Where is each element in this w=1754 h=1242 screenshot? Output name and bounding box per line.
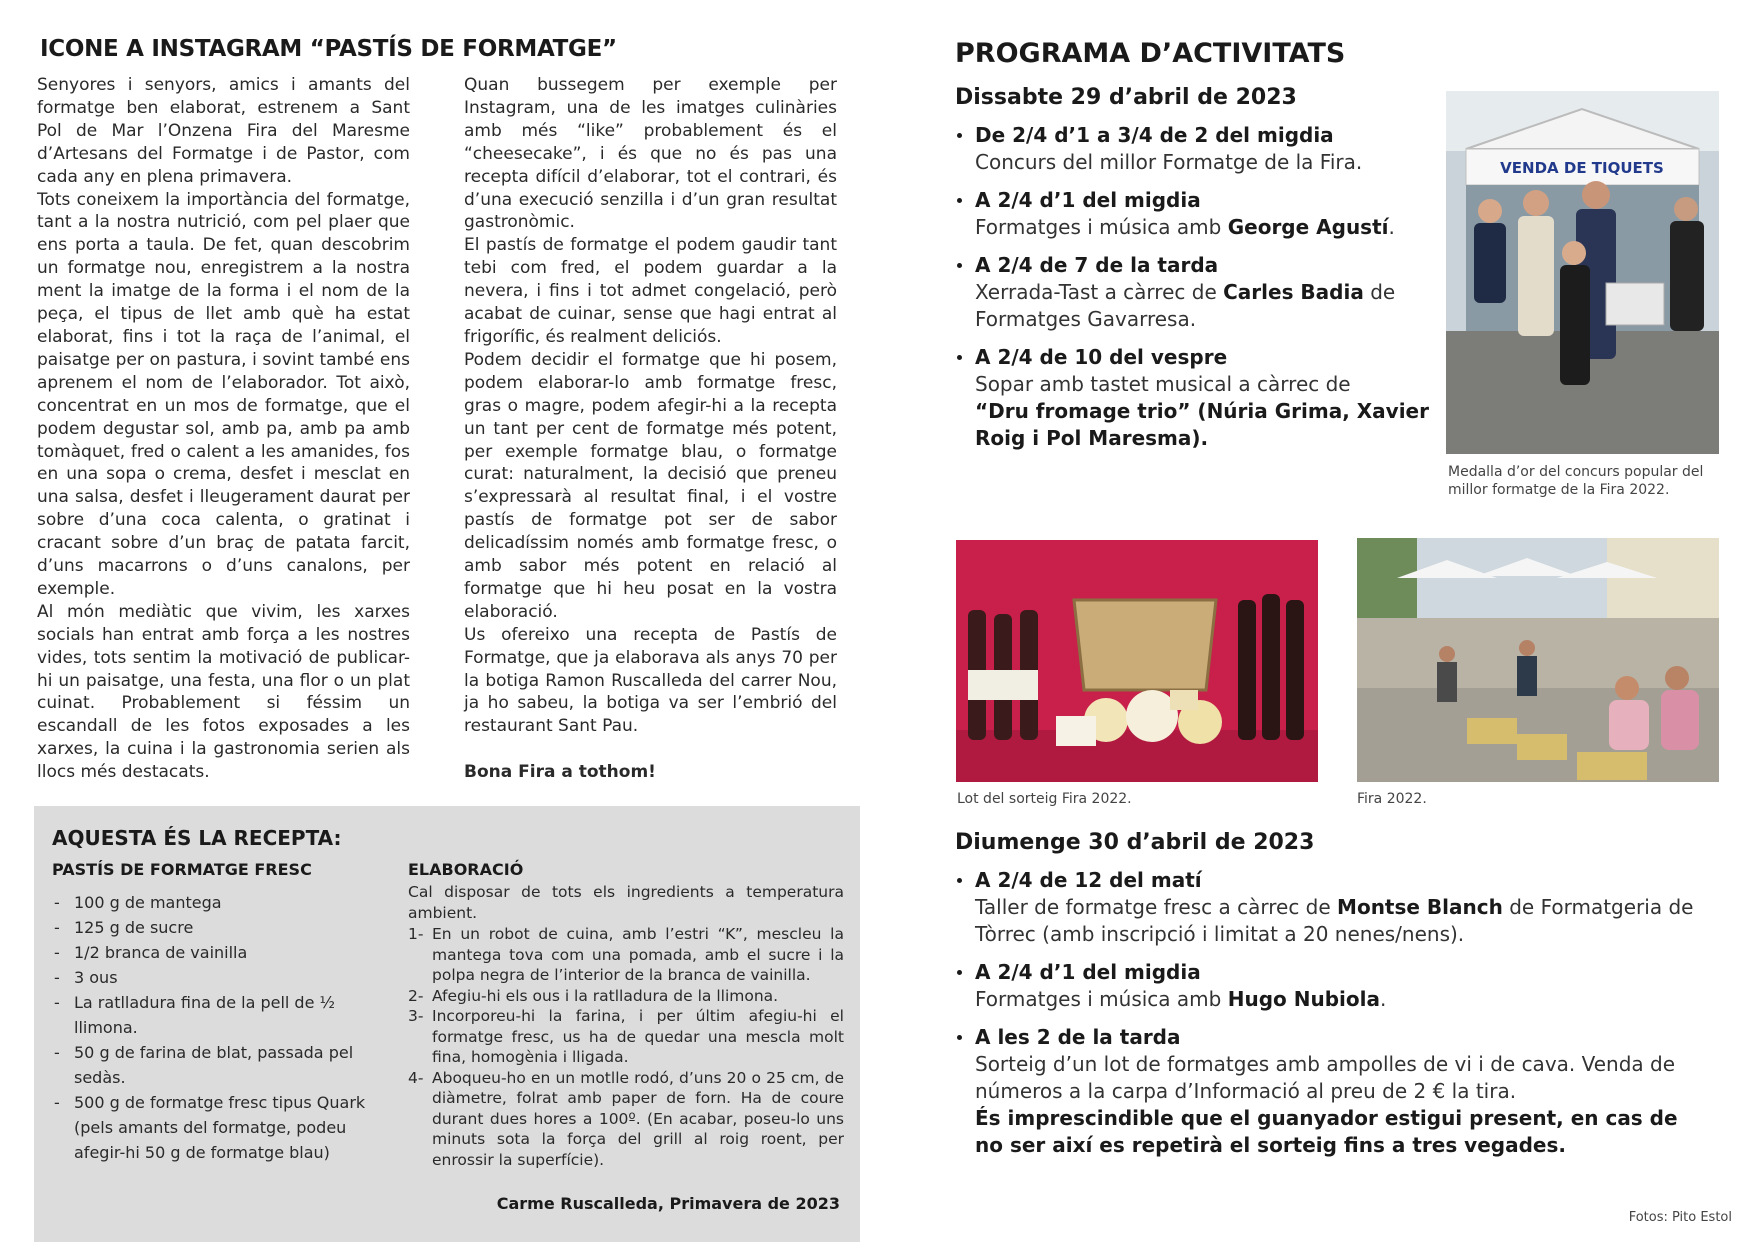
article-paragraph: El pastís de formatge el podem gaudir tant tebi com fred, el podem guardar a la nevera, i fins i tot admet congelació, però acabat de cuinar, sense que hagi entrat al frigorífic, és realment deliciós. <box>464 235 837 347</box>
event-description: Xerrada-Tast a càrrec de Carles Badia de Formatges Gavarresa. <box>975 280 1396 331</box>
award-photo-illustration <box>1446 91 1719 454</box>
ingredient-item: - 125 g de sucre <box>52 915 382 940</box>
ingredients-list <box>52 890 382 1165</box>
day2-events <box>955 867 1695 1170</box>
fair-illustration <box>1357 538 1719 782</box>
performer-name: Hugo Nubiola <box>1227 987 1380 1011</box>
event-description: Formatges i música amb Hugo Nubiola. <box>975 987 1387 1011</box>
ingredient-item: - La ratlladura fina de la pell de ½ llimona. <box>52 990 382 1040</box>
article-title: ICONE A INSTAGRAM “PASTÍS DE FORMATGE” <box>40 36 617 62</box>
recipe-author: Carme Ruscalleda, Primavera de 2023 <box>496 1194 840 1213</box>
elaboration-steps <box>408 924 844 1170</box>
event-item <box>955 187 1435 241</box>
program-title: PROGRAMA D’ACTIVITATS <box>955 38 1346 69</box>
article-paragraph: Al món mediàtic que vivim, les xarxes socials han entrat amb força a les nostres vides, tots sentim la motivació de publicar-hi un paisatge, una festa, una flor o un plat cuinat. Probablement si féssim un escandall de les fotos exposades a les xarxes, la cuina i la gastronomia serien als llocs més destacats. <box>37 601 410 783</box>
recipe-box <box>34 806 860 1242</box>
event-time: A les 2 de la tarda <box>975 1025 1181 1049</box>
ingredient-item: - 1/2 branca de vainilla <box>52 940 382 965</box>
event-time: De 2/4 d’1 a 3/4 de 2 del migdia <box>975 123 1334 147</box>
performer-name: George Agustí <box>1227 215 1389 239</box>
ingredient-item: - 500 g de formatge fresc tipus Quark (pels amants del formatge, podeu afegir-hi 50 g de formatge blau) <box>52 1090 382 1165</box>
article-paragraph: Us ofereixo una recepta de Pastís de Formatge, que ja elaborava als anys 70 per la botiga Ramon Ruscalleda del carrer Nou, ja ho sabeu, la botiga va ser l’embrió del restaurant Sant Pau. <box>464 624 837 737</box>
event-description: Taller de formatge fresc a càrrec de Montse Blanch de Formatgeria de Tòrrec (amb inscripció i limitat a 20 nenes/nens). <box>975 895 1694 946</box>
recipe-subtitle: PASTÍS DE FORMATGE FRESC <box>52 860 312 879</box>
step-text: En un robot de cuina, amb l’estri “K”, mescleu la mantega tova com una pomada, amb el sucre i la polpa negra de l’interior de la branca de vainilla. <box>432 925 844 984</box>
event-description: Formatges i música amb George Agustí. <box>975 215 1395 239</box>
step-text: Incorporeu-hi la farina, i per últim afegiu-hi el formatge fresc, us ha de quedar una mescla molt fina, homogènia i lligada. <box>432 1007 844 1066</box>
performer-name: Carles Badia <box>1223 280 1364 304</box>
fair-photo-caption: Fira 2022. <box>1357 791 1427 807</box>
step-number: 2- <box>408 986 424 1005</box>
step-text: Afegiu-hi els ous i la ratlladura de la llimona. <box>432 986 779 1005</box>
recipe-title: AQUESTA ÉS LA RECEPTA: <box>52 826 342 850</box>
article-paragraph: Senyores i senyors, amics i amants del formatge ben elaborat, estrenem a Sant Pol de Mar l’Onzena Fira del Maresme d’Artesans del Formatge i de Pastor, com cada any en plena primavera. <box>37 75 410 187</box>
event-description: Concurs del millor Formatge de la Fira. <box>975 150 1363 174</box>
step-item <box>408 1068 844 1171</box>
day1-events <box>955 122 1435 463</box>
event-description: Sorteig d’un lot de formatges amb ampolles de vi i de cava. Venda de números a la carpa d’Informació al preu de 2 € la tira. <box>975 1052 1676 1103</box>
event-item <box>955 959 1695 1013</box>
event-time: A 2/4 de 7 de la tarda <box>975 253 1219 277</box>
event-item <box>955 344 1435 452</box>
article-column-2 <box>464 74 837 784</box>
performer-name: “Dru fromage trio” (Núria Grima, Xavier Roig i Pol Maresma). <box>975 399 1429 450</box>
step-text: Aboqueu-ho en un motlle rodó, d’uns 20 o 25 cm, de diàmetre, folrat amb paper de forn. Ha de coure durant dues hores a 100º. (En acabar, poseu-lo uns minuts sota la força del grill al roig roent, per enrossir la superfície). <box>432 1068 844 1169</box>
ingredient-item: - 100 g de mantega <box>52 890 382 915</box>
tent-sign-text: VENDA DE TIQUETS <box>1500 159 1664 177</box>
raffle-lot-photo <box>956 540 1318 782</box>
article-paragraph: Podem decidir el formatge que hi posem, podem elaborar-lo amb formatge fresc, gras o magre, podem afegir-hi a la recepta un tant per cent de formatge més potent, per exemple formatge blau, o formatge curat: naturalment, la decisió que preneu s’expressarà al resultat final, i el vostre pastís de formatge pot ser de sabor delicadíssim només amb formatge fresc, o amb sabor més potent en relació al formatge que hi heu posat en la vostra elaboració. <box>464 349 837 622</box>
event-description: Sopar amb tastet musical a càrrec de <box>975 372 1351 396</box>
article-paragraph: Tots coneixem la importància del formatge, tant a la nostra nutrició, com pel plaer que ens porta a taula. De fet, quan descobrim un formatge nou, enregistrem a la nostra ment la imatge de la forma i el nom de la peça, el tipus de llet amb què ha estat elaborat, fins i tot la raça de l’animal, el paisatge per on pastura, i sovint també ens aprenem el nom de l’elaborador. Tot això, concentrat en un mos de formatge, que el podem degustar sol, amb pa, amb pa amb tomàquet, fred o calent a les amanides, fos en una sopa o crema, desfet i mesclat en una salsa, desfet i lleugerament daurat per sobre d’una coca calenta, o gratinat i cracant sobre d’un braç de patata farcit, d’uns macarrons o d’uns canalons, per exemple. <box>37 189 410 599</box>
raffle-lot-caption: Lot del sorteig Fira 2022. <box>957 791 1132 807</box>
event-item <box>955 867 1695 948</box>
event-time: A 2/4 d’1 del migdia <box>975 960 1201 984</box>
step-item <box>408 924 844 986</box>
day1-title: Dissabte 29 d’abril de 2023 <box>955 85 1297 110</box>
raffle-lot-illustration <box>956 540 1318 782</box>
article-paragraph: Quan bussegem per exemple per Instagram, una de les imatges culinàries amb més “like” probablement és el “cheesecake”, i és que no és pas una recepta difícil d’elaborar, tot el contrari, és d’una execució senzilla i d’un gran resultat gastronòmic. <box>464 75 837 233</box>
step-number: 3- <box>408 1007 424 1025</box>
elaboration-title: ELABORACIÓ <box>408 860 524 879</box>
ingredient-item: - 3 ous <box>52 965 382 990</box>
elaboration-intro: Cal disposar de tots els ingredients a temperatura ambient. <box>408 883 844 922</box>
award-photo-caption: Medalla d’or del concurs popular del millor formatge de la Fira 2022. <box>1448 464 1704 498</box>
step-item <box>408 986 844 1007</box>
fair-photo <box>1357 538 1719 782</box>
event-item <box>955 252 1435 333</box>
event-item <box>955 122 1435 176</box>
step-number: 1- <box>408 925 424 943</box>
day2-title: Diumenge 30 d’abril de 2023 <box>955 830 1315 855</box>
article-column-1 <box>37 74 410 784</box>
performer-name: Montse Blanch <box>1337 895 1503 919</box>
ingredient-item: - 50 g de farina de blat, passada pel sedàs. <box>52 1040 382 1090</box>
step-number: 4- <box>408 1068 424 1087</box>
step-item <box>408 1006 844 1068</box>
award-photo <box>1446 91 1719 454</box>
event-time: A 2/4 de 10 del vespre <box>975 345 1228 369</box>
event-notice: És imprescindible que el guanyador estigui present, en cas de no ser així es repetirà el sorteig fins a tres vegades. <box>975 1106 1678 1157</box>
article-signoff: Bona Fira a tothom! <box>464 762 656 783</box>
photo-credit: Fotos: Pito Estol <box>1628 1210 1732 1225</box>
event-time: A 2/4 de 12 del matí <box>975 868 1202 892</box>
event-time: A 2/4 d’1 del migdia <box>975 188 1201 212</box>
event-item <box>955 1024 1695 1159</box>
